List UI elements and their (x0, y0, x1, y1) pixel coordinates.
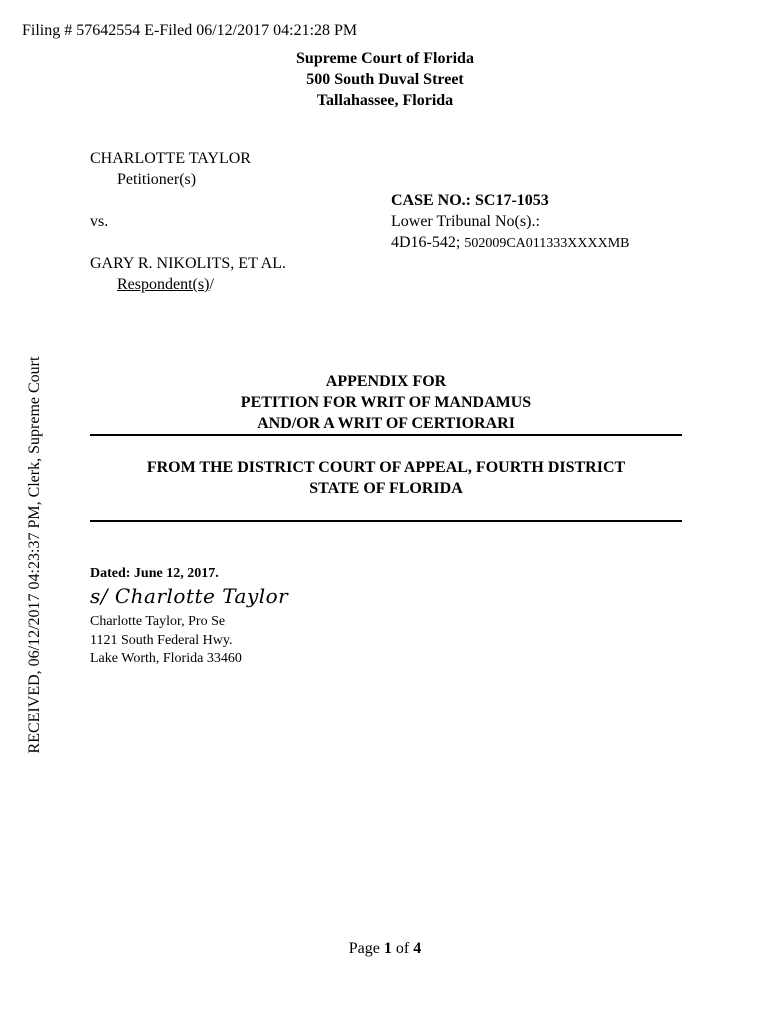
page-number (0, 940, 770, 958)
page-of: of (395, 940, 410, 957)
subtitle-rule (90, 520, 682, 522)
signature: s/ Charlotte Taylor (90, 584, 289, 608)
title-line-3: AND/OR A WRIT OF CERTIORARI (257, 415, 515, 432)
respondent-name: GARY R. NIKOLITS, ET AL. (90, 255, 286, 272)
lower-tribunal-label: Lower Tribunal No(s).: (391, 213, 540, 230)
address-line-2: Lake Worth, Florida 33460 (90, 651, 242, 666)
respondent-slash: / (209, 276, 214, 293)
court-street: 500 South Duval Street (306, 71, 464, 88)
petitioner-name: CHARLOTTE TAYLOR (90, 150, 251, 167)
title-rule (90, 434, 682, 436)
case-number: CASE NO.: SC17-1053 (391, 192, 549, 209)
filing-stamp: Filing # 57642554 E-Filed 06/12/2017 04:21:28 PM (22, 22, 358, 39)
court-name: Supreme Court of Florida (296, 50, 474, 67)
title-line-2: PETITION FOR WRIT OF MANDAMUS (240, 394, 532, 411)
lower-tribunal-first: 4D16-542; (391, 234, 461, 251)
petitioner-role: Petitioner(s) (117, 171, 197, 188)
signer-name: Charlotte Taylor, Pro Se (90, 614, 226, 629)
subtitle-line-1: FROM THE DISTRICT COURT OF APPEAL, FOURTH DISTRICT (146, 459, 626, 476)
dated-line: Dated: June 12, 2017. (90, 566, 219, 581)
subtitle-line-2: STATE OF FLORIDA (309, 480, 463, 497)
address-line-1: 1121 South Federal Hwy. (90, 633, 233, 648)
page-current: 1 (383, 940, 392, 957)
lower-tribunal-numbers (391, 232, 629, 254)
page-total: 4 (413, 940, 422, 957)
versus-label: vs. (90, 213, 109, 230)
title-line-1: APPENDIX FOR (325, 373, 447, 390)
received-stamp: RECEIVED, 06/12/2017 04:23:37 PM, Clerk, Supreme Court (26, 356, 43, 754)
respondent-role: Respondent(s) (117, 276, 210, 293)
respondent-line (90, 274, 214, 295)
court-city: Tallahassee, Florida (316, 92, 454, 109)
page-prefix: Page (348, 940, 380, 957)
lower-tribunal-second: 502009CA011333XXXXMB (464, 236, 630, 251)
